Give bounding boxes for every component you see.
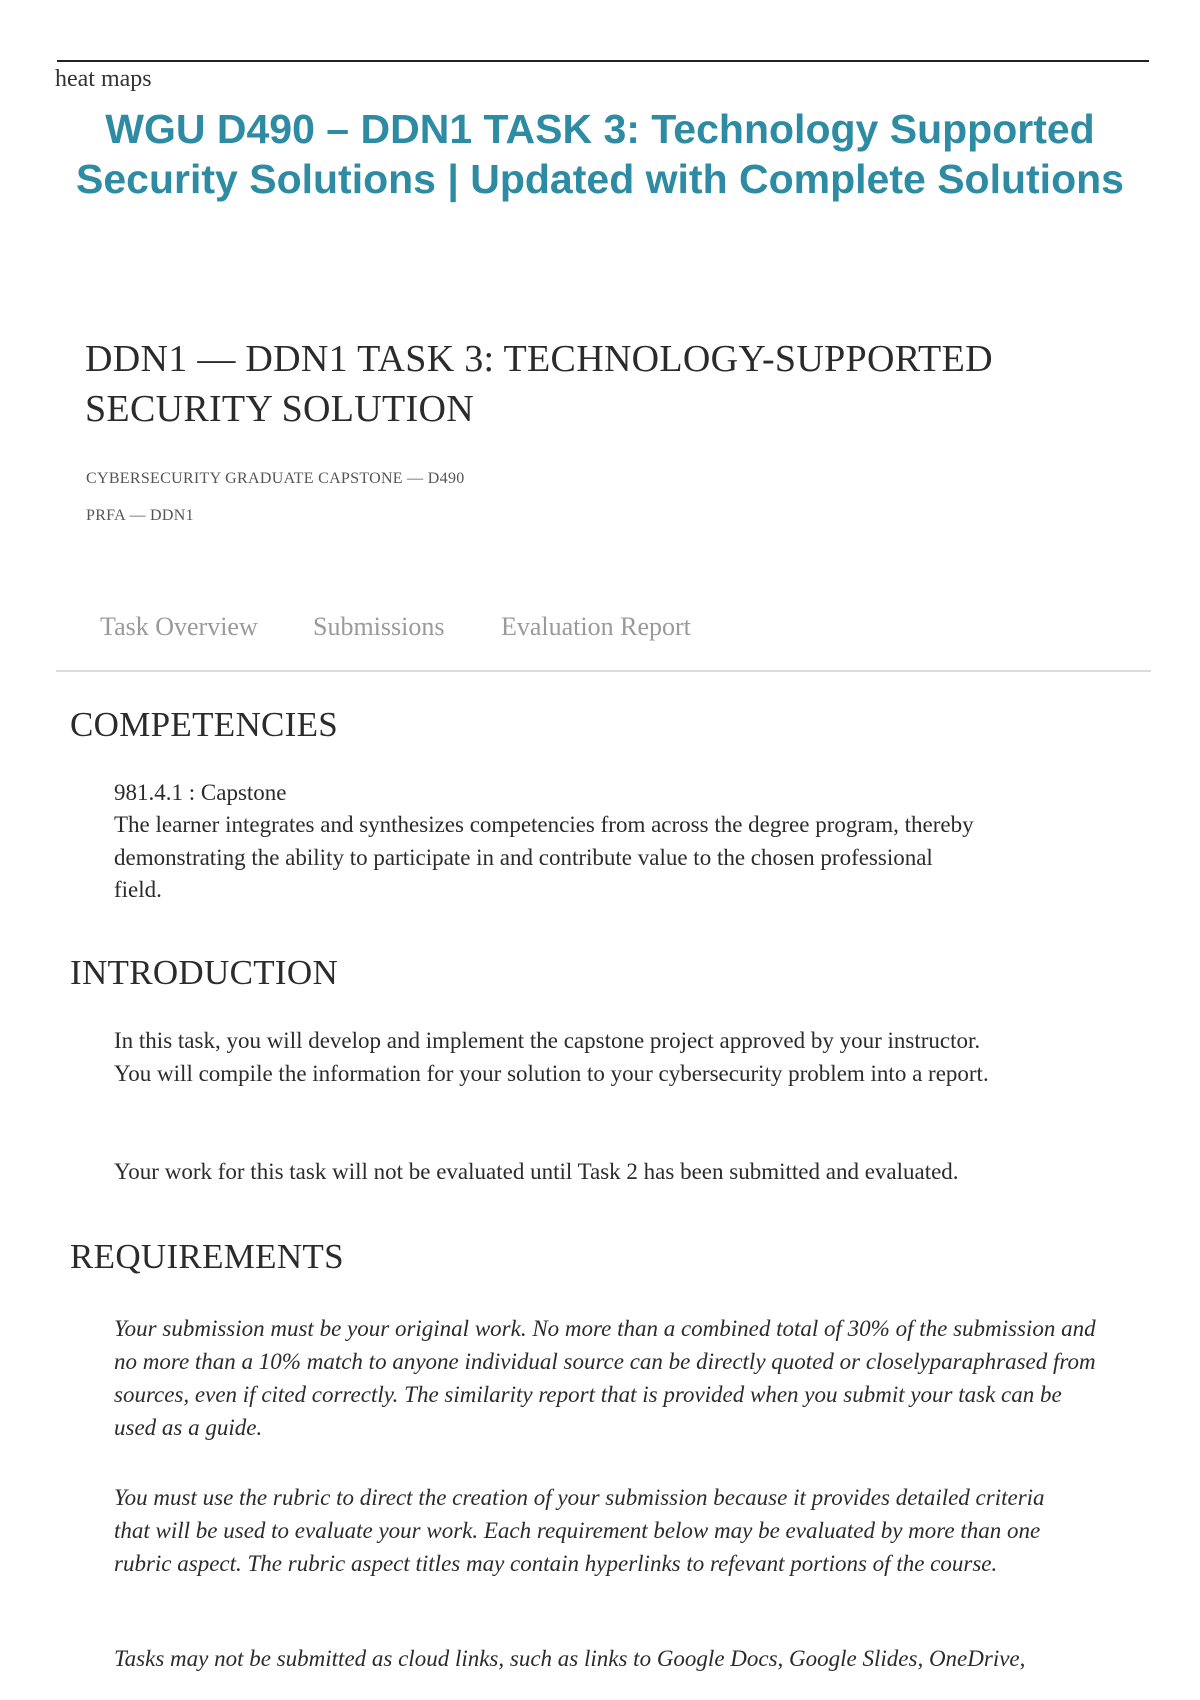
document-title: WGU D490 – DDN1 TASK 3: Technology Supported Security Solutions | Updated with Complete Solutions: [76, 106, 1124, 202]
course-line: CYBERSECURITY GRADUATE CAPSTONE — D490: [86, 470, 465, 487]
tab-bar: [56, 612, 1151, 672]
competency-id: 981.4.1 : Capstone: [114, 780, 287, 805]
requirements-paragraph: Tasks may not be submitted as cloud links, such as links to Google Docs, Google Slides, OneDrive,: [114, 1646, 1026, 1671]
competency-description: The learner integrates and synthesizes competencies from across the degree program, thereby demonstrating the ability to participate in and contribute value to the chosen professional field.: [114, 812, 974, 902]
requirements-heading: REQUIREMENTS: [70, 1237, 344, 1276]
assessment-line: PRFA — DDN1: [86, 507, 194, 524]
tab-submissions[interactable]: Submissions: [313, 612, 445, 641]
introduction-paragraph: In this task, you will develop and implement the capstone project approved by your instructor. You will compile the information for your solution to your cybersecurity problem into a report.: [114, 1028, 989, 1086]
task-header: DDN1 — DDN1 TASK 3: TECHNOLOGY-SUPPORTED SECURITY SOLUTION: [85, 338, 993, 430]
page-label: heat maps: [55, 66, 152, 92]
tab-evaluation-report[interactable]: Evaluation Report: [501, 612, 691, 641]
top-divider: [57, 60, 1149, 62]
requirements-paragraph: Your submission must be your original work. No more than a combined total of 30% of the submission and no more than a 10% match to anyone individual source can be directly quoted or closelyparaphrased from sources, even if cited correctly. The similarity report that is provided when you submit your task can be used as a guide.: [114, 1316, 1096, 1440]
introduction-paragraph: Your work for this task will not be evaluated until Task 2 has been submitted and evaluated.: [114, 1159, 959, 1184]
tab-task-overview[interactable]: Task Overview: [100, 612, 258, 641]
competencies-heading: COMPETENCIES: [70, 705, 339, 744]
requirements-paragraph: You must use the rubric to direct the creation of your submission because it provides detailed criteria that will be used to evaluate your work. Each requirement below may be evaluated by more than one rubric aspect. The rubric aspect titles may contain hyperlinks to refevant portions of the course.: [114, 1485, 1045, 1576]
introduction-heading: INTRODUCTION: [70, 953, 339, 992]
